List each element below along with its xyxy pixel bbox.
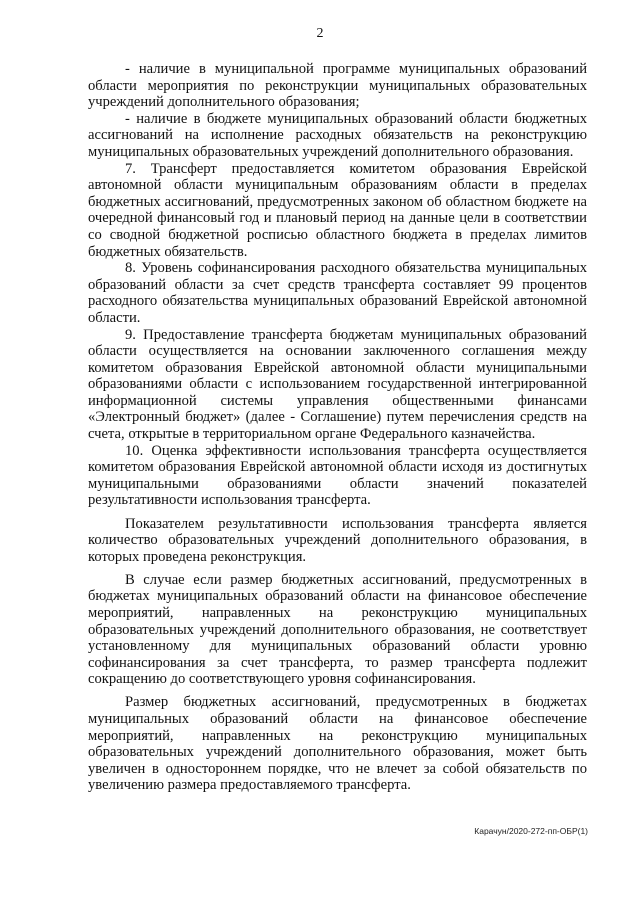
paragraph-8: 8. Уровень софинансирования расходного обязательства муниципальных образований области за счет средств трансферта составляет 99 процентов расходного обязательства муниципальных образований Еврейской автономной области.	[88, 260, 587, 326]
paragraph-7: 7. Трансферт предоставляется комитетом образования Еврейской автономной области муниципальным образованиям области в пределах бюджетных ассигнований, предусмотренных законом об областном бюджете на очередной финансовый год и плановый период на данные цели в соответствии со сводной бюджетной росписью областного бюджета в пределах лимитов бюджетных обязательств.	[88, 160, 587, 260]
paragraph-indicator: Показателем результативности использования трансферта является количество образовательных учреждений дополнительного образования, в которых проведена реконструкция.	[88, 515, 587, 565]
paragraph-condition-budget: - наличие в бюджете муниципальных образований области бюджетных ассигнований на исполнение расходных обязательств на реконструкцию муниципальных образовательных учреждений дополнительного образования.	[88, 110, 587, 160]
paragraph-10: 10. Оценка эффективности использования трансферта осуществляется комитетом образования Еврейской автономной области исходя из достигнутых муниципальными образованиями области значений показателей результативности использования трансферта.	[88, 442, 587, 509]
document-body	[88, 61, 587, 801]
page-number: 2	[316, 26, 324, 41]
paragraph-reduction: В случае если размер бюджетных ассигнований, предусмотренных в бюджетах муниципальных образований области на финансовое обеспечение мероприятий, направленных на реконструкцию муниципальных образовательных учреждений дополнительного образования, не соответствует установленному для муниципальных образований области уровню софинансирования за счет трансферта, то размер трансферта подлежит сокращению до соответствующего уровня софинансирования.	[88, 571, 587, 688]
paragraph-condition-program: - наличие в муниципальной программе муниципальных образований области мероприятия по реконструкции муниципальных образовательных учреждений дополнительного образования;	[88, 61, 587, 111]
paragraph-increase: Размер бюджетных ассигнований, предусмотренных в бюджетах муниципальных образований области на финансовое обеспечение мероприятий, направленных на реконструкцию муниципальных образовательных учреждений дополнительного образования, может быть увеличен в одностороннем порядке, что не влечет за собой обязательств по увеличению размера предоставляемого трансферта.	[88, 694, 587, 794]
paragraph-9: 9. Предоставление трансферта бюджетам муниципальных образований области осуществляется на основании заключенного соглашения между комитетом образования Еврейской автономной области муниципальными образованиями области с использованием государственной интегрированной информационной системы управления общественными финансами «Электронный бюджет» (далее - Соглашение) путем перечисления средств на счета, открытые в территориальном органе Федерального казначейства.	[88, 326, 587, 443]
document-footer-code: Карачун/2020-272-пп-ОБР(1)	[474, 826, 588, 836]
